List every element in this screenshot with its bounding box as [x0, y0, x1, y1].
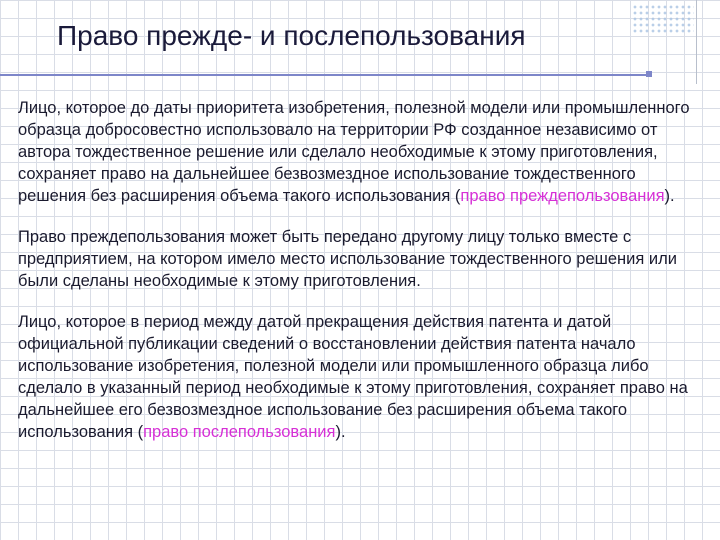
slide-title: Право прежде- и послепользования: [57, 20, 526, 51]
title-underline: [0, 74, 650, 76]
paragraph-prior-use: [18, 97, 708, 207]
paragraph-transfer: [18, 226, 708, 292]
paragraph-post-use: [18, 311, 708, 443]
accent-vertical-line: [696, 0, 697, 84]
paragraph-post-use-tail: ).: [335, 423, 346, 441]
corner-dot-pattern: [632, 4, 694, 34]
highlight-post-use-right: право послепользования: [143, 423, 336, 441]
highlight-prior-use-right: право преждепользования: [460, 187, 665, 205]
slide-body: [18, 97, 708, 462]
paragraph-prior-use-tail: ).: [664, 187, 675, 205]
title-underline-end: [646, 71, 652, 77]
paragraph-post-use-text: Лицо, которое в период между датой прекращения действия патента и датой официальной публикации сведений о восстановлении действия патента начало использование изобретения, полезной модели или промышленного образца либо сделало в указанный период необходимые к этому приготовления, сохраняет право на дальнейшее его безвозмездное использование без расширения объема такого использования (: [18, 313, 688, 441]
paragraph-prior-use-text: Лицо, которое до даты приоритета изобретения, полезной модели или промышленного образца добросовестно использовало на территории РФ созданное независимо от автора тождественное решение или сделало необходимые к этому приготовления, сохраняет право на дальнейшее безвозмездное использование тождественного решения без расширения объема такого использования (: [18, 99, 690, 205]
paragraph-transfer-text: Право преждепользования может быть передано другому лицу только вместе с предприятием, на котором имело место использование тождественного решения или были сделаны необходимые к этому приготовления.: [18, 228, 677, 290]
